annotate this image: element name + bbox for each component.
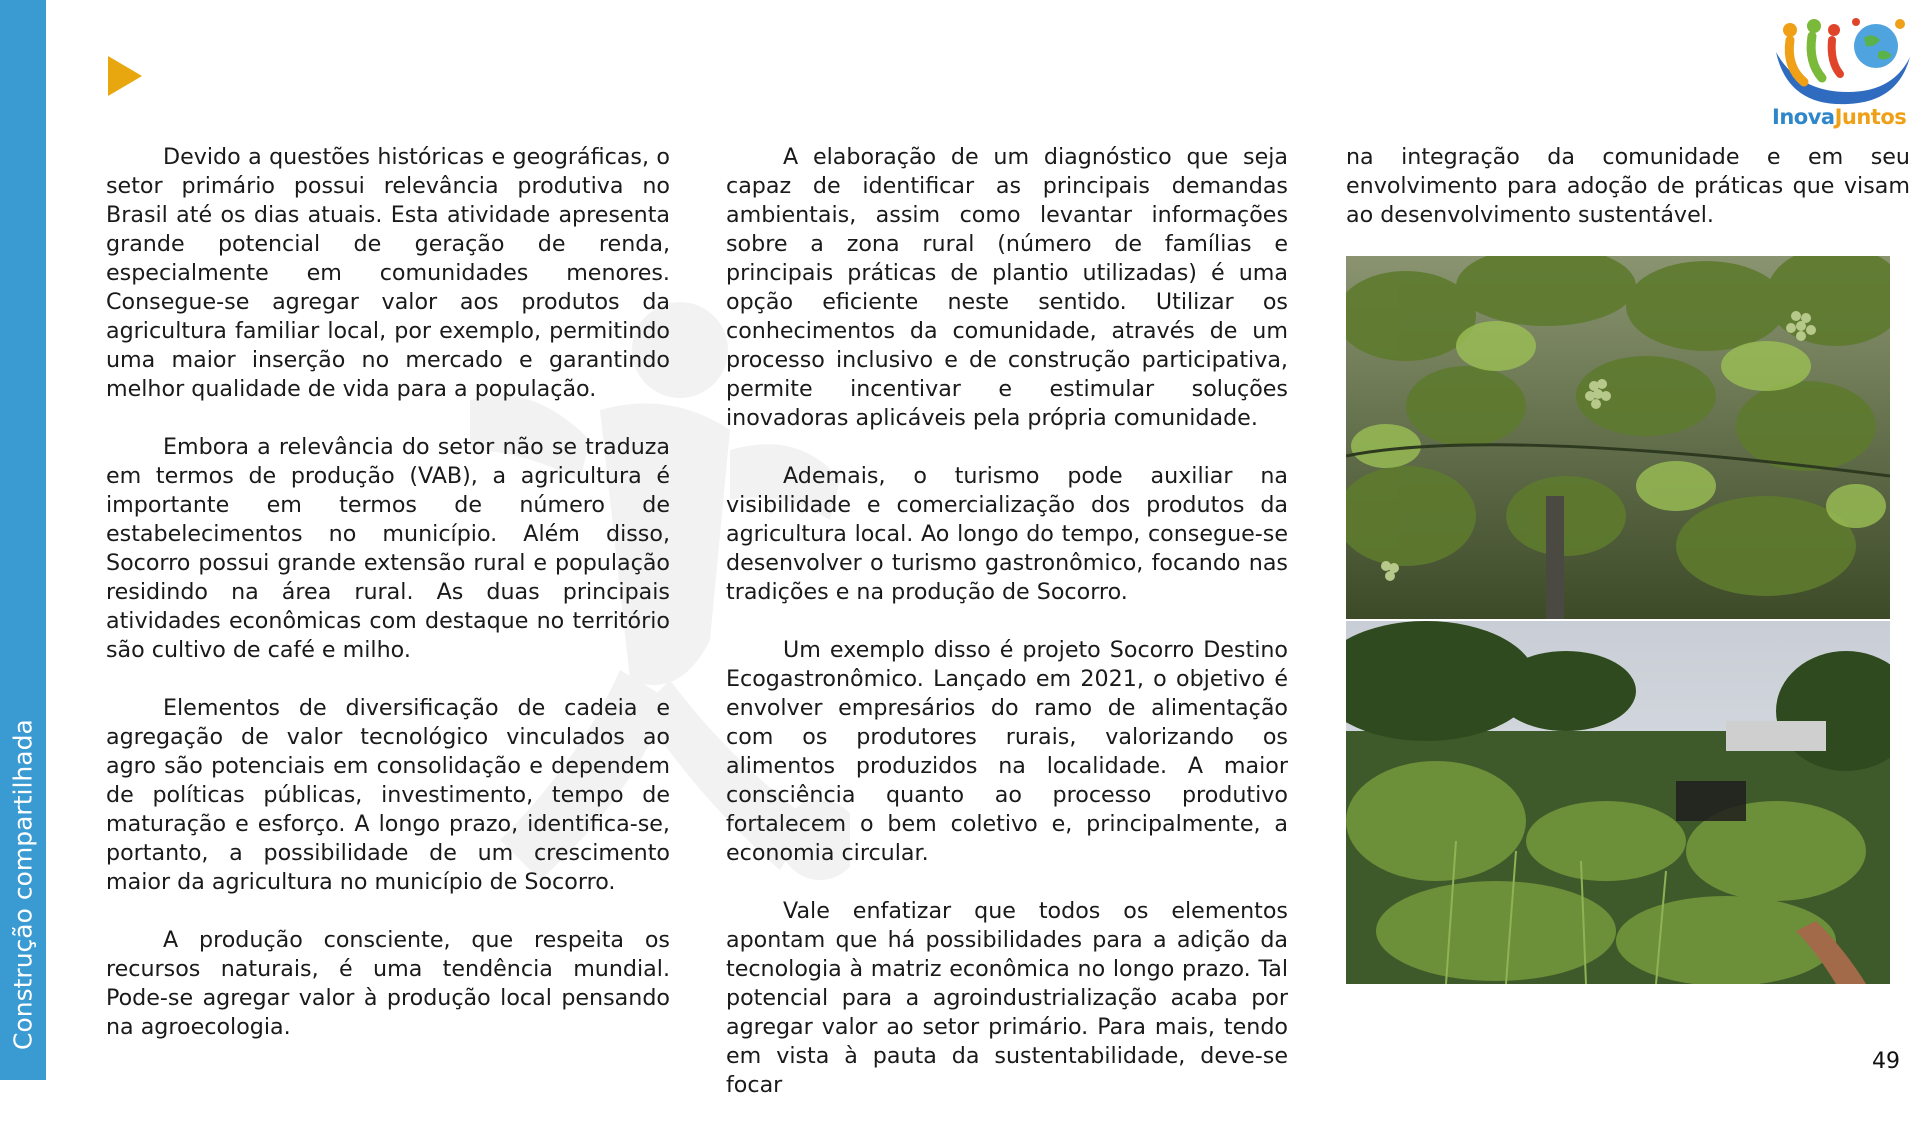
sidebar-label: Construção compartilhada bbox=[8, 719, 38, 1050]
paragraph: Elementos de diversificação de cadeia e agregação de valor tecnológico vinculados ao agro são potenciais em consolidação e dependem de políticas públicas, investimento, tempo de maturação e esforço. A longo prazo, identifica-se, portanto, a possibilidade de um crescimento maior da agricultura no município de Socorro. bbox=[106, 695, 670, 895]
logo-wordmark bbox=[1772, 105, 1906, 129]
logo-text-part2: Juntos bbox=[1834, 105, 1907, 129]
paragraph: Embora a relevância do setor não se traduza em termos de produção (VAB), a agricultura é importante em termos de número de estabelecimentos no município. Além disso, Socorro possui grande extensão rural e população residindo na área rural. As duas principais atividades econômicas com destaque no território são cultivo de café e milho. bbox=[106, 434, 670, 663]
garden-photo bbox=[1346, 621, 1890, 984]
paragraph: A produção consciente, que respeita os recursos naturais, é uma tendência mundial. Pode-se agregar valor à produção local pensando na agroecologia. bbox=[106, 927, 670, 1040]
paragraph: Devido a questões históricas e geográficas, o setor primário possui relevância produtiva no Brasil até os dias atuais. Esta atividade apresenta grande potencial de geração de renda, especialmente em comunidades menores. Consegue-se agregar valor aos produtos da agricultura familiar local, por exemplo, permitindo uma maior inserção no mercado e garantindo melhor qualidade de vida para a população. bbox=[106, 144, 670, 402]
paragraph: na integração da comunidade e em seu envolvimento para adoção de práticas que visam ao desenvolvimento sustentável. bbox=[1346, 144, 1910, 228]
paragraph: Ademais, o turismo pode auxiliar na visibilidade e comercialização dos produtos da agricultura local. Ao longo do tempo, consegue-se desenvolver o turismo gastronômico, focando nas tradições e na produção de Socorro. bbox=[726, 463, 1288, 605]
grapevine-photo bbox=[1346, 256, 1890, 619]
logo-text-part1: Inova bbox=[1772, 105, 1835, 129]
paragraph: A elaboração de um diagnóstico que seja capaz de identificar as principais demandas ambientais, assim como levantar informações sobre a zona rural (número de famílias e principais práticas de plantio utilizadas) é uma opção eficiente neste sentido. Utilizar os conhecimentos da comunidade, através de um processo inclusivo e de construção participativa, permite incentivar e estimular soluções inovadoras aplicáveis pela própria comunidade. bbox=[726, 144, 1288, 431]
text-column-2 bbox=[726, 143, 1288, 1129]
page-number: 49 bbox=[1872, 1049, 1900, 1074]
text-column-3 bbox=[1346, 143, 1910, 259]
text-column-1 bbox=[106, 143, 670, 1071]
paragraph: Um exemplo disso é projeto Socorro Destino Ecogastronômico. Lançado em 2021, o objetivo é envolver empresários do ramo de alimentação com os produtores rurais, valorizando os alimentos produzidos na localidade. A maior consciência quanto ao processo produtivo fortalecem o bem coletivo e, principalmente, a economia circular. bbox=[726, 637, 1288, 866]
paragraph: Vale enfatizar que todos os elementos apontam que há possibilidades para a adição da tecnologia à matriz econômica no longo prazo. Tal potencial para a agroindustrialização acaba por agregar valor ao setor primário. Para mais, tendo em vista à pauta da sustentabilidade, deve-se focar bbox=[726, 898, 1288, 1098]
play-marker-icon bbox=[108, 56, 142, 96]
